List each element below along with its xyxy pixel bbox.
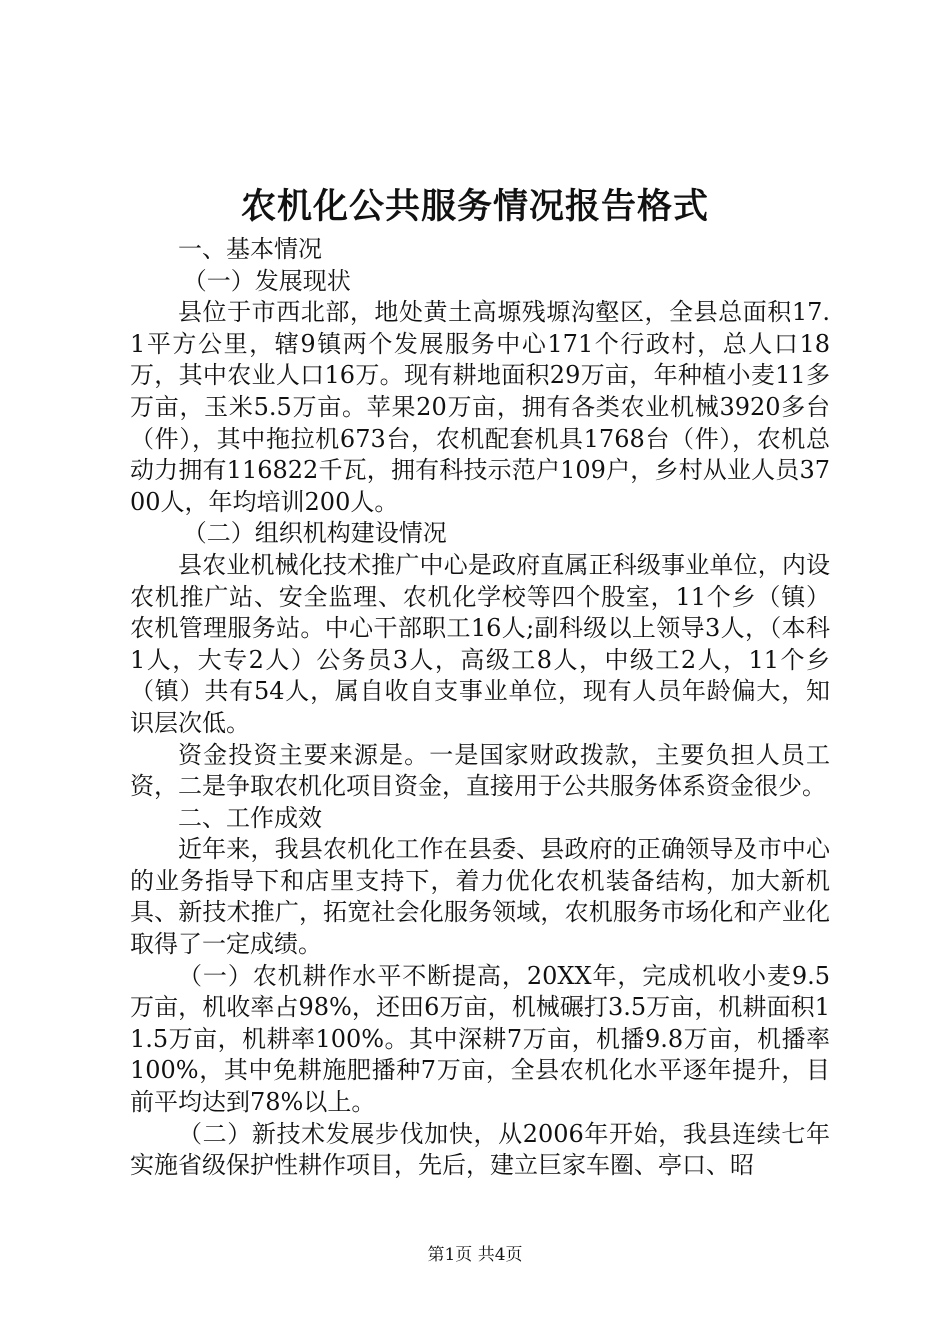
document-body — [130, 234, 830, 1182]
section-heading-achievements: 二、工作成效 — [178, 803, 322, 832]
document-title: 农机化公共服务情况报告格式 — [240, 186, 709, 227]
subheading-development-status: （一）发展现状 — [182, 266, 351, 295]
paragraph-new-technology: （二）新技术发展步伐加快，从2006年开始，我县连续七年实施省级保护性耕作项目，先后，建立巨家车圈、亭口、昭 — [130, 1119, 830, 1180]
page-footer: 第1页 共4页 — [427, 1245, 523, 1265]
section-heading-basic-situation: 一、基本情况 — [178, 235, 322, 263]
paragraph-funding-sources: 资金投资主要来源是。一是国家财政拨款，主要负担人员工资，二是争取农机化项目资金，直接用于公共服务体系资金很少。 — [130, 740, 830, 801]
paragraph-achievements-intro: 近年来，我县农机化工作在县委、县政府的正确领导及市中心的业务指导下和店里支持下，着力优化农机装备结构，加大新机具、新技术推广，拓宽社会化服务领域，农机服务市场化和产业化取得了一定成绩。 — [130, 835, 830, 959]
subheading-organization: （二）组织机构建设情况 — [182, 519, 447, 548]
paragraph-farming-level: （一）农机耕作水平不断提高，20XX年，完成机收小麦9.5万亩，机收率占98%，还田6万亩，机械碾打3.5万亩，机耕面积11.5万亩，机耕率100%。其中深耕7万亩，机播9.8万亩，机播率100%，其中免耕施肥播种7万亩，全县农机化水平逐年提升，目前平均达到78%以上。 — [130, 961, 830, 1117]
paragraph-organization-detail: 县农业机械化技术推广中心是政府直属正科级事业单位，内设农机推广站、安全监理、农机化学校等四个股室，11个乡（镇）农机管理服务站。中心干部职工16人;副科级以上领导3人，（本科1人，大专2人）公务员3人，高级工8人，中级工2人，11个乡（镇）共有54人，属自收自支事业单位，现有人员年龄偏大，知识层次低。 — [130, 550, 830, 737]
paragraph-county-overview: 县位于市西北部，地处黄土高塬残塬沟壑区，全县总面积17.1平方公里，辖9镇两个发展服务中心171个行政村，总人口18万，其中农业人口16万。现有耕地面积29万亩，年种植小麦11多万亩，玉米5.5万亩。苹果20万亩，拥有各类农业机械3920多台（件），其中拖拉机673台，农机配套机具1768台（件），农机总动力拥有116822千瓦，拥有科技示范户109户，乡村从业人员3700人，年均培训200人。 — [130, 298, 830, 516]
